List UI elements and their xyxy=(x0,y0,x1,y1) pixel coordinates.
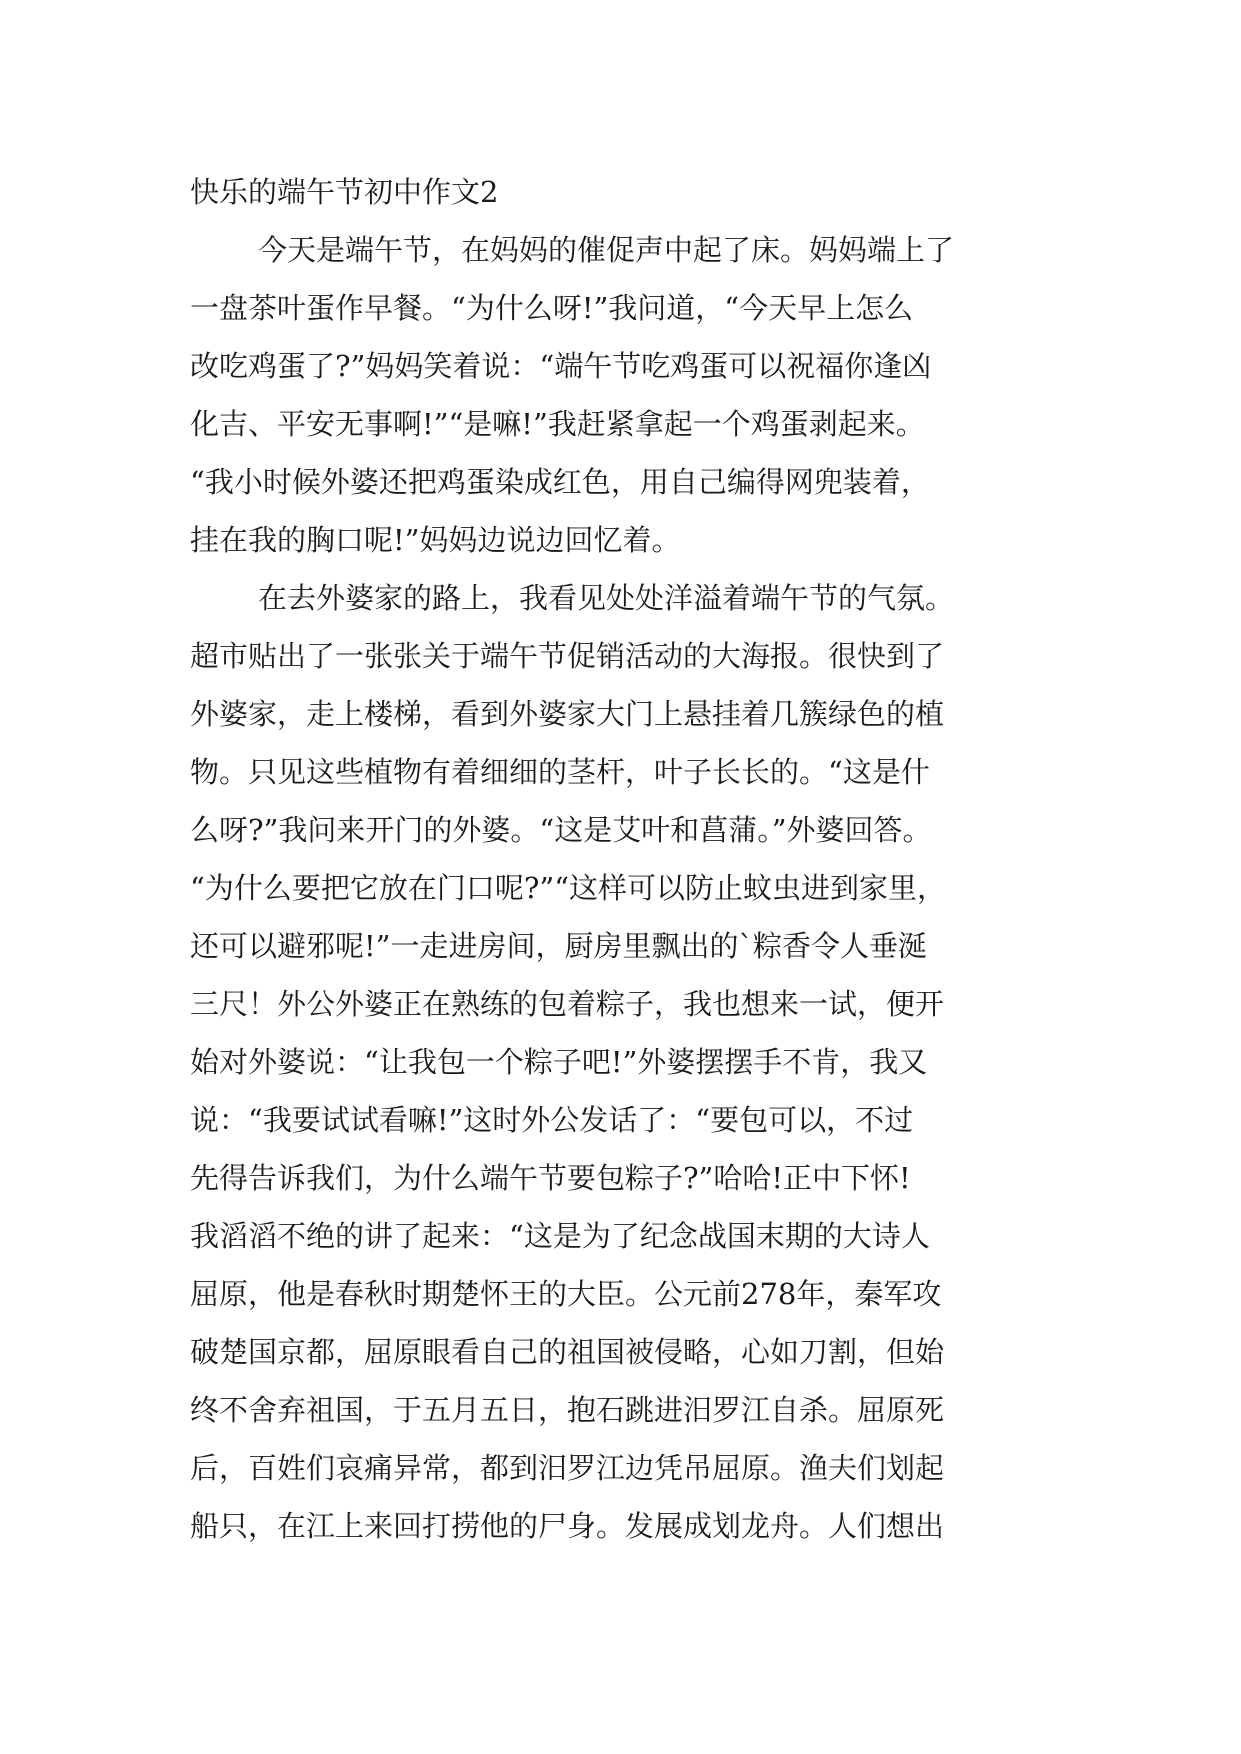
document-body xyxy=(190,163,1090,1555)
text-line: 今天是端午节，在妈妈的催促声中起了床。妈妈端上了 xyxy=(258,233,955,267)
text-line: 么呀?”我问来开门的外婆。“这是艾叶和菖蒲。”外婆回答。 xyxy=(190,813,932,847)
text-line: 终不舍弃祖国，于五月五日，抱石跳进汨罗江自杀。屈原死 xyxy=(190,1393,945,1427)
text-line: 一盘茶叶蛋作早餐。“为什么呀!”我问道，“今天早上怎么 xyxy=(190,291,914,325)
text-line: 还可以避邪呢!”一走进房间，厨房里飘出的`粽香令人垂涎 xyxy=(190,929,927,963)
text-line: 船只，在江上来回打捞他的尸身。发展成划龙舟。人们想出 xyxy=(190,1509,945,1543)
text-line: 超市贴出了一张张关于端午节促销活动的大海报。很快到了 xyxy=(190,639,945,673)
text-line: 在去外婆家的路上，我看见处处洋溢着端午节的气氛。 xyxy=(258,581,955,615)
document-title: 快乐的端午节初中作文2 xyxy=(190,175,499,209)
text-line: 始对外婆说：“让我包一个粽子吧!”外婆摆摆手不肯，我又 xyxy=(190,1045,928,1079)
text-line: 先得告诉我们，为什么端午节要包粽子?”哈哈!正中下怀! xyxy=(190,1161,911,1195)
text-line: 外婆家，走上楼梯，看到外婆家大门上悬挂着几簇绿色的植 xyxy=(190,697,945,731)
text-line: 破楚国京都，屈原眼看自己的祖国被侵略，心如刀割，但始 xyxy=(190,1335,945,1369)
text-line: 改吃鸡蛋了?”妈妈笑着说：“端午节吃鸡蛋可以祝福你逢凶 xyxy=(190,349,932,383)
text-line: 物。只见这些植物有着细细的茎杆，叶子长长的。“这是什 xyxy=(190,755,930,789)
text-line: “为什么要把它放在门口呢?”“这样可以防止蚊虫进到家里， xyxy=(190,871,947,905)
text-line: 挂在我的胸口呢!”妈妈边说边回忆着。 xyxy=(190,523,681,557)
paragraph-1 xyxy=(190,221,1090,569)
text-line: 化吉、平安无事啊!”“是嘛!”我赶紧拿起一个鸡蛋剥起来。 xyxy=(190,407,925,441)
text-line: 三尺！外公外婆正在熟练的包着粽子，我也想来一试，便开 xyxy=(190,987,945,1021)
text-line: “我小时候外婆还把鸡蛋染成红色，用自己编得网兜装着， xyxy=(190,465,930,499)
text-line: 屈原，他是春秋时期楚怀王的大臣。公元前278年，秦军攻 xyxy=(190,1277,942,1311)
text-line: 我滔滔不绝的讲了起来：“这是为了纪念战国末期的大诗人 xyxy=(190,1219,930,1253)
text-line: 后，百姓们哀痛异常，都到汨罗江边凭吊屈原。渔夫们划起 xyxy=(190,1451,945,1485)
paragraph-2 xyxy=(190,569,1090,1555)
text-line: 说：“我要试试看嘛!”这时外公发话了：“要包可以，不过 xyxy=(190,1103,914,1137)
